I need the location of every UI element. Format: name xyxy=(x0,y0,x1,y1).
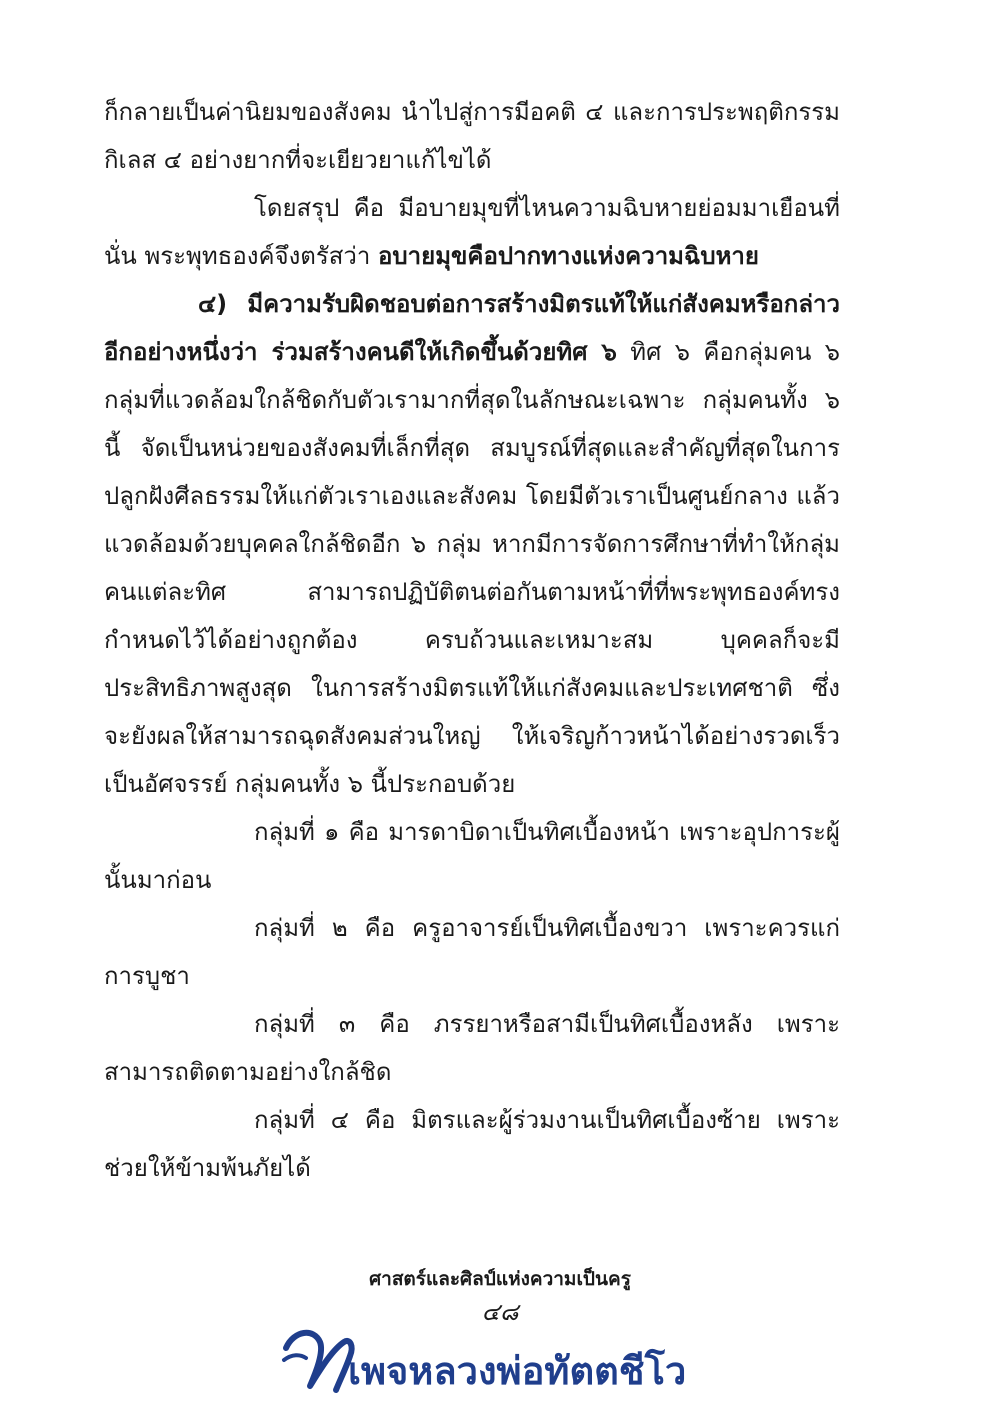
paragraph-4 xyxy=(104,808,840,904)
footer-book-title: ศาสตร์และศิลป์แห่งความเป็นครู xyxy=(369,1268,631,1290)
body-text xyxy=(104,88,840,1192)
text-run: โดยสรุป คือ มีอบายมุขที่ไหนความฉิบหายย่อมมาเยือนที่นั่น พระพุทธองค์จึงตรัสว่า xyxy=(104,194,840,270)
text-run: ก็กลายเป็นค่านิยมของสังคม นำไปสู่การมีอคติ ๔ และการประพฤติกรรมกิเลส ๔ อย่างยากที่จะเยียวยาแก้ไขได้ xyxy=(104,98,840,174)
text-run: กลุ่มที่ ๔ คือ มิตรและผู้ร่วมงานเป็นทิศเบื้องซ้าย เพราะช่วยให้ข้ามพ้นภัยได้ xyxy=(104,1106,840,1182)
page-number: ๔๘ xyxy=(481,1298,519,1326)
paragraph-3 xyxy=(104,280,840,808)
bold-text-run: อบายมุขคือปากทางแห่งความฉิบหาย xyxy=(378,242,759,270)
text-run: กลุ่มที่ ๒ คือ ครูอาจารย์เป็นทิศเบื้องขวา เพราะควรแก่การบูชา xyxy=(104,914,840,990)
bold-text-run: ๔) มีความรับผิดชอบต่อการสร้างมิตรแท้ให้แก่สังคมหรือกล่าวอีกอย่างหนึ่งว่า ร่วมสร้างคนดีให้เกิดขึ้นด้วยทิศ ๖ xyxy=(104,290,840,366)
paragraph-1 xyxy=(104,88,840,184)
paragraph-7 xyxy=(104,1096,840,1192)
brand-logo xyxy=(270,1320,750,1400)
text-run: ทิศ ๖ คือกลุ่มคน ๖ กลุ่มที่แวดล้อมใกล้ชิดกับตัวเรามากที่สุดในลักษณะเฉพาะ กลุ่มคนทั้ง ๖ นี้ จัดเป็นหน่วยของสังคมที่เล็กที่สุด สมบูรณ์ที่สุดและสำคัญที่สุดในการปลูกฝังศีลธรรมให้แก่ตัวเราเองและสังคม โดยมีตัวเราเป็นศูนย์กลาง แล้วแวดล้อมด้วยบุคคลใกล้ชิดอีก ๖ กลุ่ม หากมีการจัดการศึกษาที่ทำให้กลุ่มคนแต่ละทิศ สามารถปฏิบัติตนต่อกันตามหน้าที่ที่พระพุทธองค์ทรงกำหนดไว้ได้อย่างถูกต้อง ครบถ้วนและเหมาะสม บุคคลก็จะมีประสิทธิภาพสูงสุด ในการสร้างมิตรแท้ให้แก่สังคมและประเทศชาติ ซึ่งจะยังผลให้สามารถฉุดสังคมส่วนใหญ่ ให้เจริญก้าวหน้าได้อย่างรวดเร็วเป็นอัศจรรย์ กลุ่มคนทั้ง ๖ นี้ประกอบด้วย xyxy=(104,338,840,798)
brand-name: เพจหลวงพ่อทัตตชีโว xyxy=(348,1349,687,1393)
paragraph-6 xyxy=(104,1000,840,1096)
text-run: กลุ่มที่ ๑ คือ มารดาบิดาเป็นทิศเบื้องหน้า เพราะอุปการะผู้นั้นมาก่อน xyxy=(104,818,840,894)
paragraph-2 xyxy=(104,184,840,280)
paragraph-5 xyxy=(104,904,840,1000)
text-run: กลุ่มที่ ๓ คือ ภรรยาหรือสามีเป็นทิศเบื้องหลัง เพราะสามารถติดตามอย่างใกล้ชิด xyxy=(104,1010,840,1086)
